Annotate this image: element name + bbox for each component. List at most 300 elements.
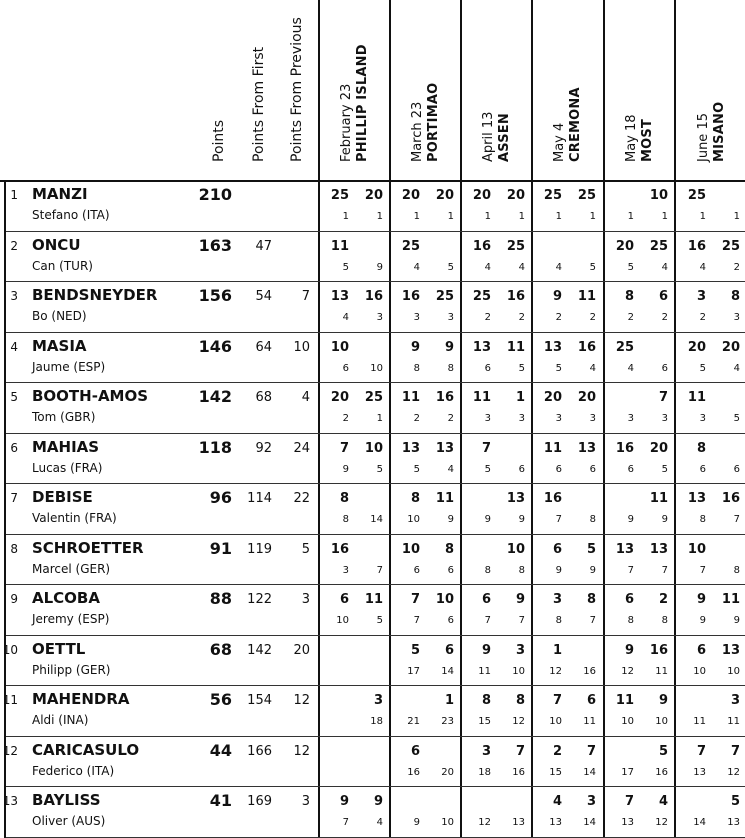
race2-position: 4 — [376, 817, 383, 828]
race1-points: 25 — [330, 188, 349, 203]
race1-position: 13 — [693, 766, 706, 778]
race1-position: 11 — [693, 716, 706, 727]
round-header — [548, 87, 584, 162]
race1-position: 4 — [484, 261, 491, 273]
points-from-previous: 7 — [301, 289, 310, 304]
points-from-first: 92 — [255, 440, 272, 456]
race1-position: 6 — [699, 463, 706, 475]
rider-points: 156 — [198, 286, 232, 305]
race1-position: 8 — [484, 564, 491, 576]
race1-points: 25 — [615, 339, 634, 355]
race2-points: 2 — [658, 592, 668, 607]
header-from-first-label: Points From First — [251, 46, 267, 162]
race1-position: 8 — [627, 615, 634, 626]
race2-position: 9 — [518, 514, 525, 525]
round-name: PHILLIP ISLAND — [355, 44, 370, 162]
race1-position: 6 — [342, 362, 349, 374]
race2-points: 5 — [658, 743, 668, 759]
race2-position: 5 — [518, 362, 525, 374]
rider-first-name: Aldi (INA) — [32, 713, 89, 727]
race2-points: 20 — [435, 188, 454, 203]
header-points-label: Points — [211, 119, 227, 162]
row-divider — [4, 433, 745, 434]
race1-points: 16 — [330, 541, 349, 557]
rider-position: 4 — [10, 339, 18, 354]
race2-points: 8 — [730, 289, 740, 304]
race2-points: 13 — [435, 440, 454, 456]
race2-position: 16 — [583, 665, 596, 677]
rider-points: 56 — [209, 690, 232, 709]
race2-points: 16 — [649, 642, 668, 658]
race2-points: 4 — [658, 794, 668, 809]
race2-points: 25 — [506, 238, 525, 254]
race1-points: 7 — [624, 794, 634, 809]
row-divider — [4, 332, 745, 333]
race2-points: 25 — [649, 238, 668, 254]
race1-position: 12 — [621, 665, 634, 677]
race2-points: 1 — [515, 390, 525, 405]
points-from-previous: 5 — [301, 541, 310, 557]
points-from-first: 122 — [247, 592, 272, 607]
points-from-previous: 12 — [293, 743, 310, 759]
race1-position: 8 — [555, 615, 562, 626]
race2-position: 10 — [512, 665, 525, 677]
round-divider — [460, 0, 462, 838]
race2-position: 6 — [589, 463, 596, 475]
race2-points: 13 — [721, 642, 740, 658]
race2-position: 6 — [518, 463, 525, 475]
race1-points: 5 — [410, 642, 420, 658]
race2-position: 5 — [376, 615, 383, 626]
race1-position: 9 — [699, 615, 706, 626]
race1-position: 10 — [693, 665, 706, 677]
race1-points: 20 — [330, 390, 349, 405]
points-from-previous: 3 — [301, 592, 310, 607]
race1-points: 9 — [552, 289, 562, 304]
race1-position: 7 — [555, 514, 562, 525]
rider-position: 1 — [10, 188, 18, 202]
race1-points: 13 — [401, 440, 420, 456]
race2-position: 16 — [655, 766, 668, 778]
row-divider — [4, 837, 745, 838]
race2-points: 3 — [373, 693, 383, 708]
table-left-border — [4, 180, 6, 838]
round-date: February 23 — [339, 83, 354, 162]
race1-points: 4 — [552, 794, 562, 809]
round-header — [477, 112, 513, 162]
race1-points: 6 — [410, 743, 420, 759]
race2-points: 3 — [586, 794, 596, 809]
rider-surname: MASIA — [32, 336, 87, 355]
points-from-first: 142 — [247, 642, 272, 658]
race2-points: 7 — [658, 390, 668, 405]
race2-position: 8 — [518, 564, 525, 576]
race1-points: 8 — [696, 440, 706, 456]
race1-points: 7 — [481, 440, 491, 456]
rider-first-name: Lucas (FRA) — [32, 460, 103, 475]
race2-position: 9 — [376, 261, 383, 273]
round-date: June 15 — [696, 113, 711, 162]
race1-position: 15 — [549, 766, 562, 778]
race1-position: 10 — [621, 716, 634, 727]
race1-points: 10 — [687, 541, 706, 557]
race2-points: 13 — [649, 541, 668, 557]
race2-position: 6 — [733, 463, 740, 475]
round-divider — [674, 0, 676, 838]
race1-position: 5 — [342, 261, 349, 273]
race1-position: 8 — [699, 514, 706, 525]
race2-position: 5 — [733, 413, 740, 424]
race2-points: 5 — [730, 794, 740, 809]
race2-position: 3 — [447, 312, 454, 323]
race2-position: 2 — [733, 261, 740, 273]
rider-surname: BOOTH-AMOS — [32, 387, 149, 405]
race2-points: 10 — [435, 592, 454, 607]
race1-position: 5 — [627, 261, 634, 273]
rider-first-name: Bo (NED) — [32, 309, 87, 323]
race1-position: 7 — [699, 564, 706, 576]
race1-points: 9 — [624, 642, 634, 658]
race1-position: 1 — [555, 211, 562, 222]
race2-position: 8 — [661, 615, 668, 626]
race2-position: 6 — [447, 564, 454, 576]
row-divider — [4, 635, 745, 636]
race1-position: 4 — [555, 261, 562, 273]
race2-points: 20 — [364, 188, 383, 203]
race2-position: 4 — [589, 362, 596, 374]
race2-points: 13 — [577, 440, 596, 456]
race2-points: 10 — [649, 188, 668, 203]
race1-position: 1 — [699, 211, 706, 222]
race2-position: 3 — [733, 312, 740, 323]
race2-position: 9 — [447, 514, 454, 525]
race1-position: 13 — [549, 817, 562, 828]
race2-points: 25 — [577, 188, 596, 203]
race1-position: 21 — [407, 716, 420, 727]
race1-points: 11 — [330, 238, 349, 254]
race1-position: 4 — [627, 362, 634, 374]
race2-points: 8 — [444, 541, 454, 557]
race1-position: 1 — [413, 211, 420, 222]
row-divider — [4, 685, 745, 686]
race1-points: 8 — [339, 491, 349, 506]
race1-position: 6 — [413, 564, 420, 576]
race1-position: 7 — [627, 564, 634, 576]
rider-first-name: Oliver (AUS) — [32, 814, 106, 828]
race1-points: 16 — [472, 238, 491, 254]
points-from-first: 47 — [255, 238, 272, 254]
race2-position: 1 — [661, 211, 668, 222]
round-header — [335, 44, 371, 162]
race1-position: 4 — [413, 261, 420, 273]
race1-points: 13 — [543, 339, 562, 355]
race2-points: 20 — [721, 339, 740, 355]
race2-points: 6 — [658, 289, 668, 304]
race1-position: 3 — [342, 564, 349, 576]
points-from-previous: 12 — [293, 693, 310, 708]
race1-position: 5 — [555, 362, 562, 374]
round-divider — [318, 0, 320, 838]
rider-position: 9 — [10, 592, 18, 606]
race1-position: 3 — [627, 413, 634, 424]
race2-position: 7 — [518, 615, 525, 626]
race2-points: 13 — [506, 491, 525, 506]
race1-position: 2 — [342, 413, 349, 424]
race1-points: 11 — [687, 390, 706, 405]
round-divider — [603, 0, 605, 838]
race1-points: 6 — [552, 541, 562, 557]
race1-position: 12 — [549, 665, 562, 677]
race2-points: 10 — [364, 440, 383, 456]
round-divider — [389, 0, 391, 838]
race1-position: 5 — [413, 463, 420, 475]
header-from-previous-label: Points From Previous — [289, 17, 305, 162]
points-from-first: 114 — [247, 491, 272, 506]
race1-points: 13 — [615, 541, 634, 557]
race1-points: 7 — [410, 592, 420, 607]
rider-position: 7 — [10, 491, 18, 505]
race2-position: 7 — [376, 564, 383, 576]
race2-position: 8 — [589, 514, 596, 525]
race1-position: 8 — [413, 362, 420, 374]
rider-points: 68 — [209, 639, 232, 659]
rider-position: 13 — [2, 794, 18, 808]
race2-points: 20 — [506, 188, 525, 203]
rider-first-name: Can (TUR) — [32, 258, 93, 273]
header-rule — [0, 180, 745, 182]
race2-position: 10 — [655, 716, 668, 727]
race2-position: 3 — [518, 413, 525, 424]
race2-position: 4 — [661, 261, 668, 273]
race1-points: 6 — [481, 592, 491, 607]
race2-position: 10 — [370, 362, 383, 374]
race1-points: 8 — [624, 289, 634, 304]
race1-position: 2 — [413, 413, 420, 424]
rider-first-name: Jeremy (ESP) — [32, 612, 110, 626]
race1-position: 9 — [627, 514, 634, 525]
race2-position: 7 — [589, 615, 596, 626]
race1-position: 4 — [699, 261, 706, 273]
race1-position: 5 — [484, 463, 491, 475]
race2-points: 3 — [730, 693, 740, 708]
race2-position: 6 — [447, 615, 454, 626]
race1-points: 9 — [481, 642, 491, 658]
race1-points: 9 — [410, 339, 420, 355]
race2-points: 5 — [586, 541, 596, 557]
points-from-previous: 10 — [293, 339, 310, 355]
row-divider — [4, 534, 745, 535]
race1-position: 16 — [407, 766, 420, 778]
rider-points: 91 — [209, 538, 232, 558]
race1-position: 1 — [484, 211, 491, 222]
rider-surname: MANZI — [32, 185, 88, 203]
rider-surname: ONCU — [32, 235, 81, 254]
row-divider — [4, 786, 745, 787]
race2-position: 12 — [727, 766, 740, 778]
race2-position: 8 — [447, 362, 454, 374]
race1-points: 13 — [472, 339, 491, 355]
race1-position: 3 — [484, 413, 491, 424]
rider-surname: MAHIAS — [32, 437, 100, 456]
race1-points: 11 — [615, 693, 634, 708]
rider-points: 142 — [198, 387, 232, 406]
race1-position: 2 — [484, 312, 491, 323]
race1-position: 18 — [478, 766, 491, 778]
race2-points: 1 — [444, 693, 454, 708]
race1-points: 3 — [552, 592, 562, 607]
race2-position: 1 — [733, 211, 740, 222]
race2-position: 2 — [447, 413, 454, 424]
race2-position: 3 — [661, 413, 668, 424]
race2-position: 14 — [370, 514, 383, 525]
race1-position: 10 — [336, 615, 349, 626]
race1-points: 10 — [330, 339, 349, 355]
race2-points: 7 — [515, 743, 525, 759]
race1-points: 20 — [687, 339, 706, 355]
points-from-first: 119 — [247, 541, 272, 557]
race2-position: 13 — [512, 817, 525, 828]
race1-points: 11 — [472, 390, 491, 405]
race2-position: 14 — [583, 817, 596, 828]
race2-points: 8 — [586, 592, 596, 607]
race2-points: 11 — [649, 491, 668, 506]
rider-surname: SCHROETTER — [32, 538, 144, 557]
rider-points: 146 — [198, 336, 232, 356]
race2-position: 14 — [441, 665, 454, 677]
race2-position: 2 — [518, 312, 525, 323]
race2-position: 11 — [727, 716, 740, 727]
race1-position: 9 — [413, 817, 420, 828]
race1-points: 16 — [543, 491, 562, 506]
race2-position: 16 — [512, 766, 525, 778]
race2-points: 16 — [721, 491, 740, 506]
race1-position: 1 — [627, 211, 634, 222]
header-from-first — [251, 47, 267, 162]
round-header — [406, 83, 442, 162]
row-divider — [4, 584, 745, 585]
rider-points: 88 — [209, 589, 232, 608]
race2-position: 7 — [661, 564, 668, 576]
rider-position: 11 — [2, 693, 18, 707]
race1-position: 3 — [413, 312, 420, 323]
race1-points: 25 — [687, 188, 706, 203]
race1-position: 10 — [549, 716, 562, 727]
row-divider — [4, 281, 745, 282]
rider-position: 2 — [10, 238, 18, 253]
race1-points: 8 — [481, 693, 491, 708]
points-from-first: 169 — [247, 794, 272, 809]
rider-position: 8 — [10, 541, 18, 556]
race2-position: 4 — [447, 463, 454, 475]
race1-position: 11 — [478, 665, 491, 677]
race1-position: 10 — [407, 514, 420, 525]
rider-surname: BAYLISS — [32, 791, 101, 809]
race2-position: 13 — [727, 817, 740, 828]
race1-position: 9 — [555, 564, 562, 576]
rider-points: 44 — [209, 740, 232, 760]
race2-position: 12 — [655, 817, 668, 828]
rider-position: 10 — [2, 642, 18, 657]
rider-first-name: Stefano (ITA) — [32, 208, 110, 222]
race2-points: 11 — [577, 289, 596, 304]
round-divider — [531, 0, 533, 838]
race1-position: 3 — [699, 413, 706, 424]
race1-position: 7 — [342, 817, 349, 828]
rider-surname: OETTL — [32, 639, 86, 658]
race1-position: 9 — [342, 463, 349, 475]
race2-points: 16 — [577, 339, 596, 355]
race2-points: 25 — [364, 390, 383, 405]
race2-points: 8 — [515, 693, 525, 708]
race2-position: 2 — [589, 312, 596, 323]
race1-points: 25 — [543, 188, 562, 203]
race2-position: 5 — [589, 261, 596, 273]
race2-position: 4 — [733, 362, 740, 374]
race2-points: 10 — [506, 541, 525, 557]
race1-position: 13 — [621, 817, 634, 828]
points-from-first: 68 — [255, 390, 272, 405]
race2-points: 9 — [444, 339, 454, 355]
race1-points: 25 — [401, 238, 420, 254]
race1-points: 6 — [339, 592, 349, 607]
race1-position: 15 — [478, 716, 491, 727]
race2-position: 9 — [661, 514, 668, 525]
round-name: MISANO — [712, 101, 727, 162]
race1-position: 5 — [699, 362, 706, 374]
race2-points: 11 — [506, 339, 525, 355]
race2-position: 10 — [727, 665, 740, 677]
race1-points: 2 — [552, 743, 562, 759]
race2-position: 1 — [376, 211, 383, 222]
race1-position: 6 — [484, 362, 491, 374]
race1-points: 16 — [687, 238, 706, 254]
race2-points: 16 — [506, 289, 525, 304]
race2-points: 7 — [730, 743, 740, 759]
points-from-first: 154 — [247, 693, 272, 708]
race2-points: 6 — [444, 642, 454, 658]
points-from-previous: 3 — [301, 794, 310, 809]
race1-points: 8 — [410, 491, 420, 506]
race2-position: 1 — [518, 211, 525, 222]
points-from-previous: 24 — [293, 440, 310, 456]
rider-first-name: Jaume (ESP) — [32, 359, 106, 374]
points-from-first: 166 — [247, 743, 272, 759]
race2-position: 12 — [512, 716, 525, 727]
rider-points: 96 — [209, 488, 232, 507]
rider-surname: MAHENDRA — [32, 690, 130, 708]
race2-position: 8 — [733, 564, 740, 576]
race1-position: 1 — [342, 211, 349, 222]
race2-points: 11 — [435, 491, 454, 506]
points-from-first: 54 — [255, 289, 272, 304]
race2-points: 25 — [435, 289, 454, 304]
round-name: CREMONA — [568, 87, 583, 162]
race2-position: 1 — [589, 211, 596, 222]
race1-position: 8 — [342, 514, 349, 525]
race1-points: 6 — [696, 642, 706, 658]
race2-points: 16 — [435, 390, 454, 405]
race2-points: 6 — [586, 693, 596, 708]
race2-position: 3 — [376, 312, 383, 323]
rider-first-name: Philipp (GER) — [32, 662, 111, 677]
row-divider — [4, 231, 745, 232]
race2-position: 7 — [733, 514, 740, 525]
race2-points: 11 — [364, 592, 383, 607]
rider-points: 163 — [198, 235, 232, 255]
round-date: April 13 — [481, 111, 496, 162]
race1-position: 9 — [484, 514, 491, 525]
race2-position: 11 — [583, 716, 596, 727]
